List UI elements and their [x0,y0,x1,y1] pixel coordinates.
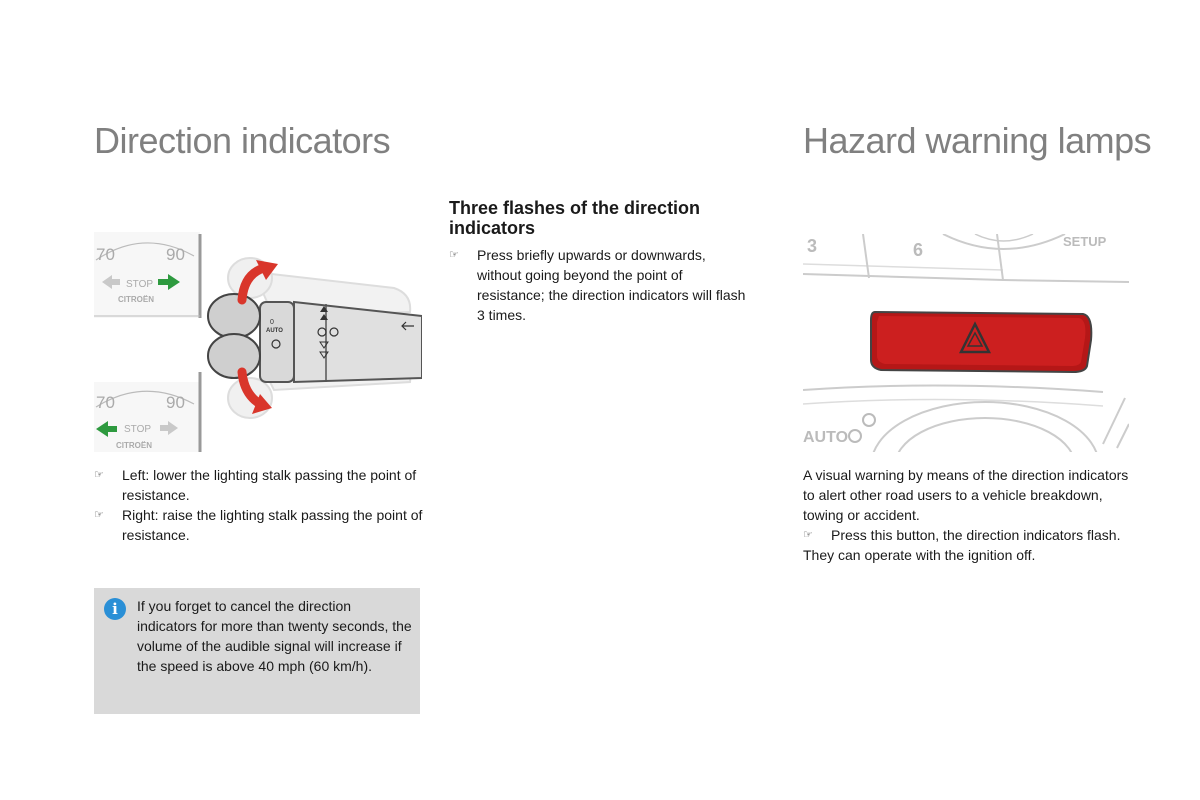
three-flashes-subtitle: Three flashes of the direction indicators [449,198,701,238]
dashboard-bottom [803,385,1129,452]
bullet-hazard [803,525,1133,545]
lighting-stalk-illustration [94,232,422,452]
radio-button-6: 6 [913,240,924,260]
bullet-left-text: Left: lower the lighting stalk passing the point of resistance. [122,467,417,503]
pointing-hand-icon: ☞ [803,529,813,541]
bullet-three-flashes-text: Press briefly upwards or downwards, without going beyond the point of resistance; the direction indicators will flash 3 times. [477,247,746,323]
stalk-auto-label: AUTO [266,328,283,334]
radio-button-3: 3 [807,236,818,256]
hazard-button [871,312,1091,372]
pointing-hand-icon: ☞ [94,509,104,521]
hazard-intro: A visual warning by means of the direction indicators to alert other road users to a vehicle breakdown, towing or accident. [803,467,1129,523]
speedometer-top [94,232,200,318]
direction-bullets [94,465,424,545]
bullet-three-flashes [449,245,749,325]
three-flashes-bullets [449,245,749,325]
brand-label-bottom: CITROËN [116,441,152,450]
speed-70-label-bottom: 70 [96,393,115,412]
auto-label: AUTO [803,429,849,446]
hazard-warning-title: Hazard warning lamps [803,120,1152,161]
setup-label: SETUP [1063,234,1107,249]
hazard-outro: They can operate with the ignition off. [803,547,1036,563]
dashboard-top [803,234,1129,282]
bullet-right-text: Right: raise the lighting stalk passing the point of resistance. [122,507,423,543]
info-note [94,588,420,714]
speedometer-bottom [94,372,200,452]
pointing-hand-icon: ☞ [449,249,459,261]
stalk-zero-label: 0 [270,319,274,326]
speed-70-label: 70 [96,245,115,264]
speed-90-label: 90 [166,245,185,264]
hazard-button-illustration [803,234,1129,452]
hazard-description [803,465,1133,565]
info-icon: i [104,598,126,620]
brand-label-top: CITROËN [118,295,154,304]
stop-label-bottom: STOP [124,424,152,435]
stop-label-top: STOP [126,279,154,290]
bullet-left [94,465,424,505]
speed-90-label-bottom: 90 [166,393,185,412]
bullet-hazard-text: Press this button, the direction indicators flash. [831,527,1121,543]
bullet-right [94,505,424,545]
direction-indicators-title: Direction indicators [94,120,391,161]
pointing-hand-icon: ☞ [94,469,104,481]
info-note-text: If you forget to cancel the direction indicators for more than twenty seconds, the volume of the audible signal will increase if the speed is above 40 mph (60 km/h). [137,598,412,674]
